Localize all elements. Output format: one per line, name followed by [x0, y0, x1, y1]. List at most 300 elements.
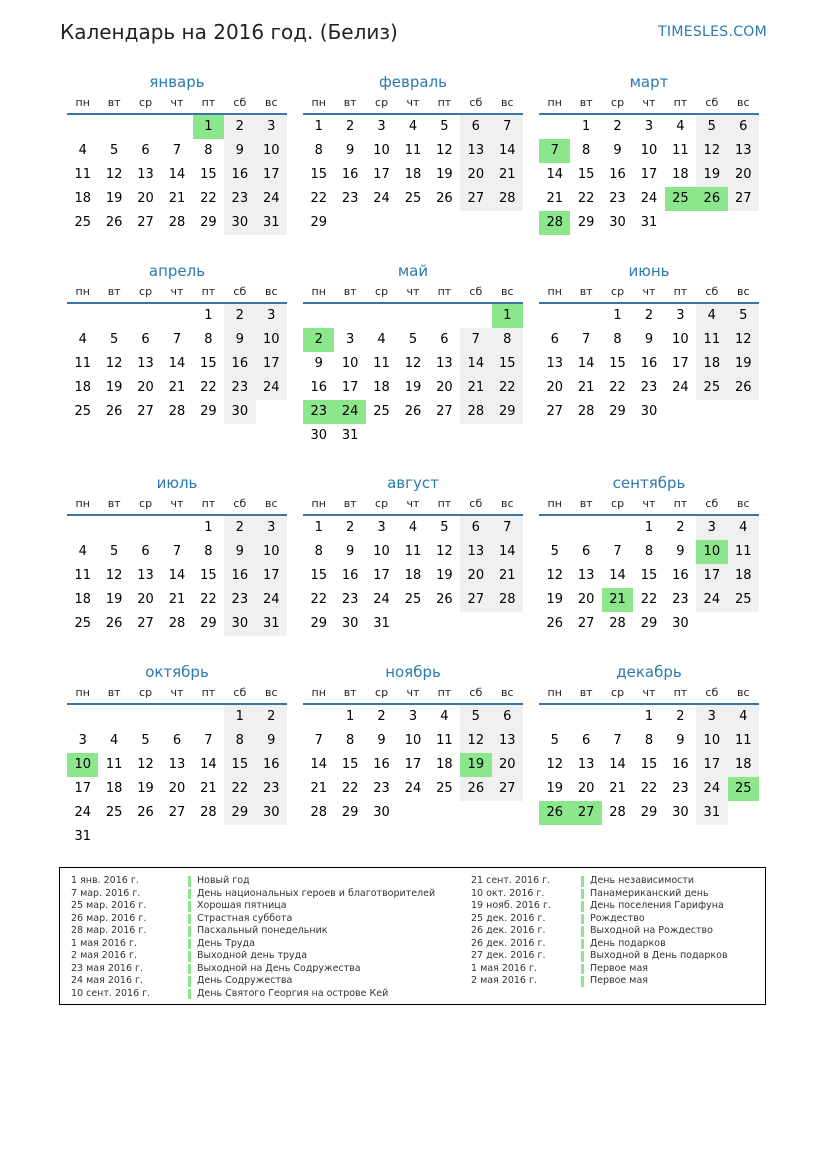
day-cell: 10	[640, 143, 658, 158]
holiday-color-marker	[188, 964, 191, 975]
empty-day-cell	[570, 516, 601, 540]
empty-day-cell	[67, 304, 98, 328]
day-cell: 7	[172, 332, 182, 347]
day-cell: 30	[672, 616, 689, 631]
weekday-label: ср	[139, 497, 153, 510]
weekday-label: вт	[343, 96, 357, 109]
day-cell: 15	[310, 167, 327, 182]
day-cell: 13	[137, 568, 154, 583]
week-row	[539, 801, 759, 825]
weekday-label: ср	[139, 285, 153, 298]
holiday-date: 10 окт. 2016 г.	[471, 887, 545, 899]
site-link[interactable]: TIMESLES.COM	[658, 24, 767, 40]
holiday-color-marker	[188, 939, 191, 950]
week-row	[303, 612, 523, 636]
empty-day-cell	[397, 612, 428, 636]
weekday-label: пн	[75, 96, 90, 109]
day-cell: 15	[200, 356, 217, 371]
holiday-color-marker	[188, 951, 191, 962]
weekend-day-cell: 4	[696, 304, 727, 328]
weekend-day-cell: 21	[492, 163, 523, 187]
empty-day-cell	[161, 825, 192, 849]
day-cell: 19	[404, 380, 422, 395]
empty-day-cell	[303, 304, 334, 328]
day-cell: 28	[577, 404, 595, 419]
day-cell: 7	[204, 733, 213, 748]
day-cell: 7	[613, 733, 622, 748]
weekday-label: пн	[547, 96, 562, 109]
week-row	[303, 163, 523, 187]
empty-day-cell	[539, 304, 570, 328]
day-cell: 18	[74, 191, 91, 206]
weekend-day-cell: 17	[696, 564, 727, 588]
empty-day-cell	[429, 801, 460, 825]
weekday-header	[539, 282, 759, 304]
month-name: июнь	[628, 262, 670, 280]
day-cell: 12	[105, 356, 123, 371]
empty-day-cell	[397, 304, 428, 328]
day-cell: 7	[581, 332, 591, 347]
weekday-header	[303, 93, 523, 115]
week-row	[67, 187, 287, 211]
month-name: апрель	[148, 262, 206, 280]
day-cell: 29	[200, 215, 217, 230]
holiday-date: 2 мая 2016 г.	[71, 950, 137, 961]
day-cell: 6	[172, 733, 182, 748]
day-cell: 22	[200, 191, 217, 206]
day-cell: 29	[640, 805, 658, 820]
week-row	[303, 753, 523, 777]
day-cell: 2	[345, 119, 355, 134]
holiday-day-cell: 10	[696, 540, 727, 564]
weekend-day-cell: 9	[224, 139, 255, 163]
day-cell: 5	[109, 143, 119, 158]
day-cell: 22	[577, 191, 595, 206]
weekend-day-cell: 23	[256, 777, 287, 801]
day-cell: 3	[644, 119, 654, 134]
day-cell: 5	[141, 733, 150, 748]
weekday-label: чт	[170, 285, 184, 298]
holiday-date: 26 мар. 2016 г.	[71, 912, 147, 924]
weekday-label: чт	[406, 686, 420, 699]
day-cell: 24	[672, 380, 689, 395]
day-cell: 9	[613, 143, 622, 158]
holiday-day-cell: 26	[539, 801, 570, 825]
week-row	[67, 612, 287, 636]
holiday-name: Выходной день труда	[197, 950, 308, 961]
empty-day-cell	[98, 825, 129, 849]
weekend-day-cell: 31	[256, 612, 287, 636]
day-cell: 19	[546, 781, 563, 796]
holiday-name: Панамериканский день	[590, 887, 709, 899]
week-row	[303, 400, 523, 424]
day-cell: 20	[137, 191, 154, 206]
month-block	[67, 661, 287, 849]
weekday-header	[67, 494, 287, 516]
week-row	[539, 115, 759, 139]
empty-day-cell	[161, 705, 192, 729]
empty-day-cell	[67, 705, 98, 729]
day-cell: 15	[577, 167, 595, 182]
day-cell: 8	[644, 544, 654, 559]
month-name: февраль	[378, 73, 448, 91]
holiday-name: Первое мая	[590, 975, 648, 986]
weekday-label: чт	[406, 285, 420, 298]
weekday-label: вс	[500, 686, 514, 699]
weekend-day-cell: 17	[256, 564, 287, 588]
day-cell: 13	[137, 356, 154, 371]
day-cell: 16	[672, 757, 689, 772]
day-cell: 6	[581, 544, 591, 559]
weekday-label: чт	[642, 686, 656, 699]
weekday-label: пн	[311, 285, 326, 298]
weekday-label: вс	[736, 686, 750, 699]
week-row	[67, 352, 287, 376]
day-cell: 10	[672, 332, 689, 347]
weekend-day-cell: 23	[224, 588, 255, 612]
day-cell: 5	[109, 544, 119, 559]
day-cell: 27	[577, 616, 595, 631]
weekday-label: пт	[437, 96, 452, 109]
month-name: март	[629, 73, 669, 91]
day-cell: 18	[74, 380, 91, 395]
day-cell: 5	[550, 733, 559, 748]
weekday-label: пн	[75, 497, 90, 510]
day-cell: 2	[676, 709, 685, 724]
week-row	[539, 705, 759, 729]
day-cell: 29	[341, 805, 359, 820]
week-row	[303, 187, 523, 211]
holiday-day-cell: 7	[539, 139, 570, 163]
weekend-day-cell: 27	[492, 777, 523, 801]
holiday-color-marker	[581, 976, 584, 987]
weekend-day-cell: 26	[728, 376, 759, 400]
day-cell: 6	[141, 332, 150, 347]
month-name: май	[397, 262, 429, 280]
week-row	[539, 729, 759, 753]
weekday-label: ср	[375, 285, 389, 298]
week-row	[303, 304, 523, 328]
day-cell: 23	[341, 592, 359, 607]
day-cell: 18	[672, 167, 689, 182]
weekend-day-cell: 4	[728, 705, 759, 729]
day-cell: 22	[640, 592, 658, 607]
day-cell: 26	[404, 404, 422, 419]
empty-day-cell	[696, 400, 727, 424]
weekend-day-cell: 3	[696, 705, 727, 729]
day-cell: 13	[546, 356, 563, 371]
day-cell: 10	[373, 143, 390, 158]
day-cell: 16	[640, 356, 658, 371]
day-cell: 4	[676, 119, 685, 134]
weekday-label: вс	[264, 96, 278, 109]
month-block	[303, 661, 523, 825]
weekend-day-cell: 20	[460, 163, 491, 187]
empty-day-cell	[161, 516, 192, 540]
holiday-day-cell: 23	[303, 400, 334, 424]
weekend-day-cell: 30	[224, 612, 255, 636]
weekend-day-cell: 29	[492, 400, 523, 424]
weekday-label: сб	[469, 285, 483, 298]
week-row	[67, 588, 287, 612]
week-row	[67, 540, 287, 564]
weekend-day-cell: 25	[696, 376, 727, 400]
weekday-label: чт	[406, 96, 420, 109]
day-cell: 11	[74, 356, 91, 371]
day-cell: 11	[404, 143, 422, 158]
day-cell: 12	[404, 356, 422, 371]
weekend-day-cell: 3	[256, 304, 287, 328]
weekend-day-cell: 19	[696, 163, 727, 187]
weekday-label: ср	[611, 497, 625, 510]
day-cell: 8	[345, 733, 355, 748]
holiday-date: 27 дек. 2016 г.	[471, 950, 546, 961]
empty-day-cell	[429, 211, 460, 235]
week-row	[67, 729, 287, 753]
weekday-label: вс	[736, 285, 750, 298]
day-cell: 29	[200, 616, 217, 631]
weekday-label: вс	[500, 497, 514, 510]
day-cell: 7	[314, 733, 323, 748]
weekend-day-cell: 31	[256, 211, 287, 235]
day-cell: 20	[546, 380, 563, 395]
weekend-day-cell: 20	[460, 564, 491, 588]
weekend-day-cell: 9	[224, 328, 255, 352]
weekend-day-cell: 24	[256, 588, 287, 612]
day-cell: 2	[676, 520, 685, 535]
weekend-day-cell: 16	[224, 352, 255, 376]
day-cell: 11	[436, 733, 453, 748]
month-block	[67, 260, 287, 424]
empty-day-cell	[429, 612, 460, 636]
day-cell: 31	[640, 215, 658, 230]
weekend-day-cell: 2	[224, 304, 255, 328]
day-cell: 26	[436, 592, 453, 607]
empty-day-cell	[98, 304, 129, 328]
day-cell: 14	[609, 568, 626, 583]
weekend-day-cell: 6	[492, 705, 523, 729]
day-cell: 3	[345, 332, 355, 347]
day-cell: 8	[314, 544, 323, 559]
weekday-label: вс	[264, 285, 278, 298]
day-cell: 22	[200, 380, 217, 395]
day-cell: 25	[105, 805, 123, 820]
month-block	[67, 472, 287, 636]
month-name: июль	[156, 474, 198, 492]
holiday-name: Новый год	[197, 875, 250, 886]
week-row	[303, 352, 523, 376]
day-cell: 11	[74, 568, 91, 583]
weekday-label: пт	[673, 285, 688, 298]
day-cell: 17	[74, 781, 91, 796]
empty-day-cell	[429, 304, 460, 328]
weekday-label: пт	[201, 285, 216, 298]
day-cell: 21	[546, 191, 563, 206]
day-cell: 2	[644, 308, 654, 323]
day-cell: 28	[609, 616, 626, 631]
day-cell: 16	[672, 568, 689, 583]
weekend-day-cell: 27	[460, 187, 491, 211]
holiday-day-cell: 1	[193, 115, 224, 139]
week-row	[539, 187, 759, 211]
day-cell: 14	[168, 568, 186, 583]
day-cell: 21	[609, 781, 626, 796]
day-cell: 30	[640, 404, 658, 419]
weekday-label: сб	[705, 96, 719, 109]
day-cell: 28	[200, 805, 217, 820]
week-row	[67, 376, 287, 400]
month-name: октябрь	[145, 663, 209, 681]
weekend-day-cell: 2	[224, 516, 255, 540]
empty-day-cell	[460, 211, 491, 235]
holiday-legend	[59, 867, 766, 1005]
holiday-name: День подарков	[590, 937, 666, 949]
weekday-label: ср	[611, 686, 625, 699]
holiday-name: Хорошая пятница	[197, 900, 287, 911]
holiday-date: 26 дек. 2016 г.	[471, 925, 546, 936]
day-cell: 10	[341, 356, 359, 371]
day-cell: 15	[640, 568, 658, 583]
day-cell: 19	[137, 781, 154, 796]
empty-day-cell	[366, 304, 397, 328]
day-cell: 25	[74, 215, 91, 230]
weekday-label: сб	[705, 285, 719, 298]
holiday-name: Рождество	[590, 912, 645, 924]
day-cell: 29	[577, 215, 595, 230]
weekday-label: пт	[673, 497, 688, 510]
holiday-date: 23 мая 2016 г.	[71, 962, 144, 974]
month-block	[303, 71, 523, 235]
weekend-day-cell: 2	[224, 115, 255, 139]
week-row	[67, 825, 287, 849]
weekend-day-cell: 5	[460, 705, 491, 729]
weekend-day-cell: 19	[728, 352, 759, 376]
day-cell: 14	[609, 757, 626, 772]
day-cell: 26	[105, 215, 123, 230]
holiday-color-marker	[188, 914, 191, 925]
day-cell: 12	[137, 757, 154, 772]
month-block	[539, 71, 759, 235]
day-cell: 18	[404, 167, 422, 182]
empty-day-cell	[665, 400, 696, 424]
holiday-date: 21 сент. 2016 г.	[471, 875, 551, 886]
empty-day-cell	[570, 705, 601, 729]
weekend-day-cell: 12	[460, 729, 491, 753]
weekend-day-cell: 3	[256, 115, 287, 139]
holiday-name: День Содружества	[197, 975, 293, 986]
holiday-day-cell: 1	[492, 304, 523, 328]
weekend-day-cell: 30	[224, 400, 255, 424]
day-cell: 14	[546, 167, 563, 182]
day-cell: 9	[345, 143, 355, 158]
holiday-date: 1 мая 2016 г.	[71, 937, 137, 949]
day-cell: 14	[200, 757, 217, 772]
weekend-day-cell: 31	[696, 801, 727, 825]
day-cell: 4	[408, 520, 418, 535]
empty-day-cell	[130, 516, 161, 540]
day-cell: 9	[377, 733, 386, 748]
day-cell: 27	[546, 404, 563, 419]
empty-day-cell	[460, 424, 491, 448]
day-cell: 19	[436, 167, 453, 182]
weekend-day-cell: 14	[460, 352, 491, 376]
day-cell: 8	[314, 143, 323, 158]
empty-day-cell	[665, 211, 696, 235]
day-cell: 21	[168, 380, 186, 395]
day-cell: 15	[609, 356, 626, 371]
empty-day-cell	[98, 115, 129, 139]
day-cell: 10	[373, 544, 390, 559]
weekday-label: пт	[201, 497, 216, 510]
weekend-day-cell: 22	[492, 376, 523, 400]
holiday-name: Страстная суббота	[197, 912, 293, 924]
weekend-day-cell: 7	[460, 328, 491, 352]
weekend-day-cell: 29	[224, 801, 255, 825]
weekday-label: ср	[611, 285, 625, 298]
empty-day-cell	[67, 516, 98, 540]
day-cell: 8	[204, 332, 213, 347]
weekend-day-cell: 17	[256, 163, 287, 187]
day-cell: 9	[676, 733, 685, 748]
day-cell: 20	[577, 781, 595, 796]
month-name: январь	[149, 73, 205, 91]
week-row	[539, 163, 759, 187]
weekend-day-cell: 12	[696, 139, 727, 163]
week-row	[303, 211, 523, 235]
week-row	[67, 211, 287, 235]
day-cell: 11	[105, 757, 123, 772]
weekday-label: пн	[547, 497, 562, 510]
weekend-day-cell: 27	[728, 187, 759, 211]
weekday-header	[303, 282, 523, 304]
day-cell: 12	[546, 757, 563, 772]
day-cell: 14	[310, 757, 327, 772]
month-name: август	[387, 474, 439, 492]
holiday-color-marker	[188, 876, 191, 887]
weekday-label: сб	[233, 96, 247, 109]
day-cell: 15	[200, 568, 217, 583]
day-cell: 4	[408, 119, 418, 134]
weekday-label: вт	[579, 497, 593, 510]
weekday-label: чт	[642, 96, 656, 109]
empty-day-cell	[130, 825, 161, 849]
weekday-label: ср	[139, 96, 153, 109]
weekday-label: вт	[343, 686, 357, 699]
holiday-name: День поселения Гарифуна	[590, 900, 724, 911]
empty-day-cell	[397, 211, 428, 235]
weekday-header	[303, 683, 523, 705]
empty-day-cell	[98, 516, 129, 540]
day-cell: 27	[137, 215, 154, 230]
day-cell: 19	[105, 191, 123, 206]
day-cell: 9	[345, 544, 355, 559]
holiday-name: Выходной в День подарков	[590, 950, 728, 961]
weekday-label: вс	[264, 497, 278, 510]
weekday-label: пн	[547, 686, 562, 699]
day-cell: 26	[436, 191, 453, 206]
weekend-day-cell: 2	[256, 705, 287, 729]
day-cell: 22	[640, 781, 658, 796]
weekday-label: вт	[107, 686, 121, 699]
holiday-color-marker	[188, 901, 191, 912]
weekday-label: сб	[233, 285, 247, 298]
week-row	[539, 753, 759, 777]
week-row	[67, 115, 287, 139]
weekday-label: пт	[437, 686, 452, 699]
empty-day-cell	[728, 612, 759, 636]
weekend-day-cell: 7	[492, 516, 523, 540]
day-cell: 20	[577, 592, 595, 607]
